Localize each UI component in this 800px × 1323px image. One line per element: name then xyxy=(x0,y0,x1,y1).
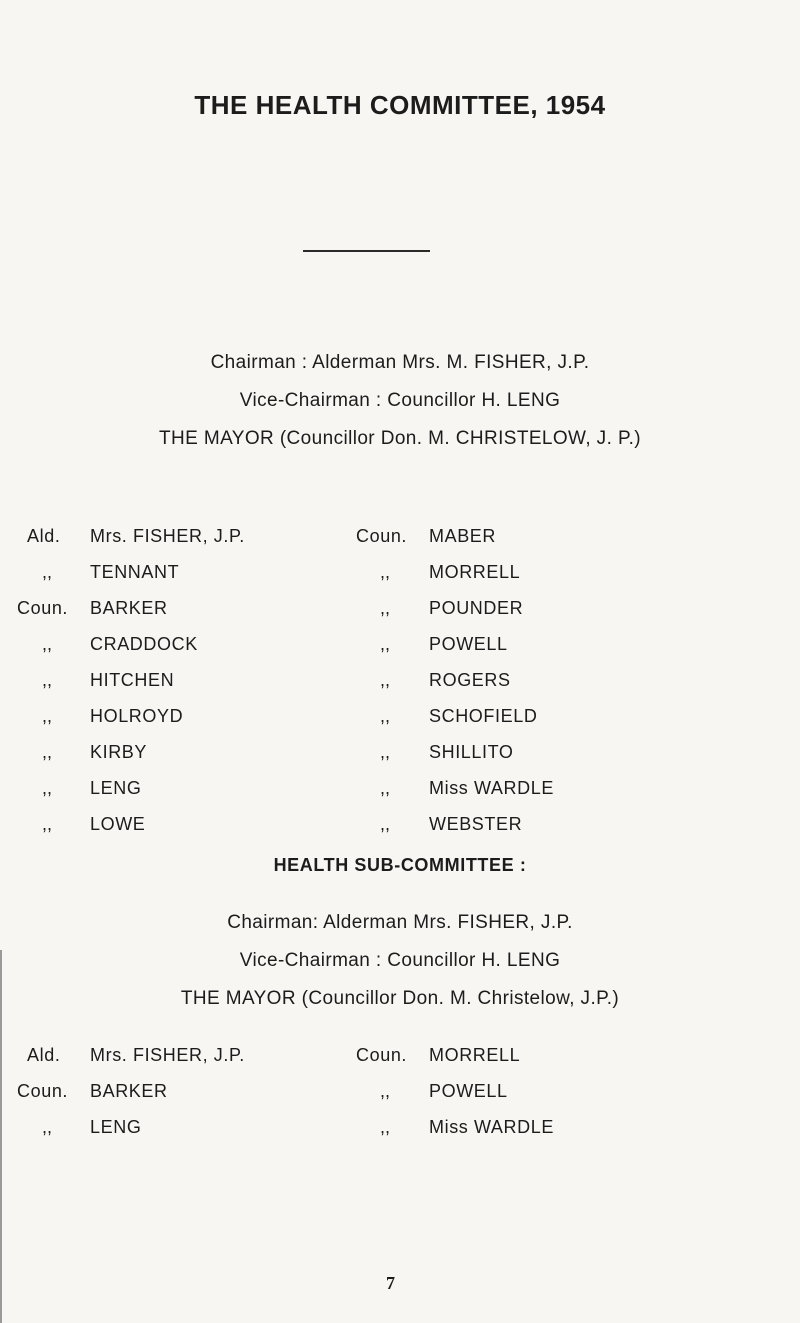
member-name: POWELL xyxy=(429,634,508,654)
member-name: LENG xyxy=(90,1117,142,1137)
member-name: Mrs. FISHER, J.P. xyxy=(90,1045,245,1065)
sub-mayor-line: THE MAYOR (Councillor Don. M. Christelow, J.P.) xyxy=(180,988,620,1009)
member-name: ROGERS xyxy=(429,670,511,690)
ditto-mark: ,, xyxy=(380,598,391,618)
sub-vice-chairman-line: Vice-Chairman : Councillor H. LENG xyxy=(239,950,561,971)
page-edge-line xyxy=(0,950,2,1323)
ditto-mark: ,, xyxy=(380,562,391,582)
member-name: Mrs. FISHER, J.P. xyxy=(90,526,245,546)
member-name: LOWE xyxy=(90,814,146,834)
member-name: KIRBY xyxy=(90,742,148,762)
member-name: Miss WARDLE xyxy=(429,1117,554,1137)
member-name: SCHOFIELD xyxy=(429,706,538,726)
title-divider xyxy=(303,250,430,252)
member-name: POWELL xyxy=(429,1081,508,1101)
member-name: HOLROYD xyxy=(90,706,184,726)
member-name: SHILLITO xyxy=(429,742,514,762)
ditto-mark: ,, xyxy=(42,562,53,582)
sub-committee-title: HEALTH SUB-COMMITTEE : xyxy=(273,855,527,875)
ditto-mark: ,, xyxy=(380,1081,391,1101)
sub-chairman-line: Chairman: Alderman Mrs. FISHER, J.P. xyxy=(227,912,573,933)
member-name: WEBSTER xyxy=(429,814,523,834)
ditto-mark: ,, xyxy=(42,1117,53,1137)
member-prefix: Ald. xyxy=(27,526,61,546)
ditto-mark: ,, xyxy=(42,814,53,834)
member-name: CRADDOCK xyxy=(90,634,198,654)
member-name: MORRELL xyxy=(429,1045,521,1065)
member-name: Miss WARDLE xyxy=(429,778,554,798)
member-name: MABER xyxy=(429,526,497,546)
ditto-mark: ,, xyxy=(380,634,391,654)
member-prefix: Coun. xyxy=(17,1081,69,1101)
ditto-mark: ,, xyxy=(380,814,391,834)
ditto-mark: ,, xyxy=(42,706,53,726)
page-number: 7 xyxy=(386,1273,395,1293)
member-prefix: Ald. xyxy=(27,1045,61,1065)
ditto-mark: ,, xyxy=(380,670,391,690)
member-name: BARKER xyxy=(90,1081,168,1101)
ditto-mark: ,, xyxy=(42,778,53,798)
ditto-mark: ,, xyxy=(42,670,53,690)
vice-chairman-line: Vice-Chairman : Councillor H. LENG xyxy=(239,390,561,411)
member-prefix: Coun. xyxy=(356,526,408,546)
member-name: MORRELL xyxy=(429,562,521,582)
page-title: THE HEALTH COMMITTEE, 1954 xyxy=(194,90,606,120)
member-name: TENNANT xyxy=(90,562,180,582)
member-prefix: Coun. xyxy=(356,1045,408,1065)
ditto-mark: ,, xyxy=(380,778,391,798)
member-name: HITCHEN xyxy=(90,670,175,690)
member-prefix: Coun. xyxy=(17,598,69,618)
mayor-line: THE MAYOR (Councillor Don. M. CHRISTELOW, J. P.) xyxy=(159,428,641,449)
ditto-mark: ,, xyxy=(380,742,391,762)
chairman-line: Chairman : Alderman Mrs. M. FISHER, J.P. xyxy=(210,352,590,373)
member-name: POUNDER xyxy=(429,598,524,618)
member-name: LENG xyxy=(90,778,142,798)
ditto-mark: ,, xyxy=(380,706,391,726)
ditto-mark: ,, xyxy=(42,634,53,654)
ditto-mark: ,, xyxy=(42,742,53,762)
ditto-mark: ,, xyxy=(380,1117,391,1137)
member-name: BARKER xyxy=(90,598,168,618)
